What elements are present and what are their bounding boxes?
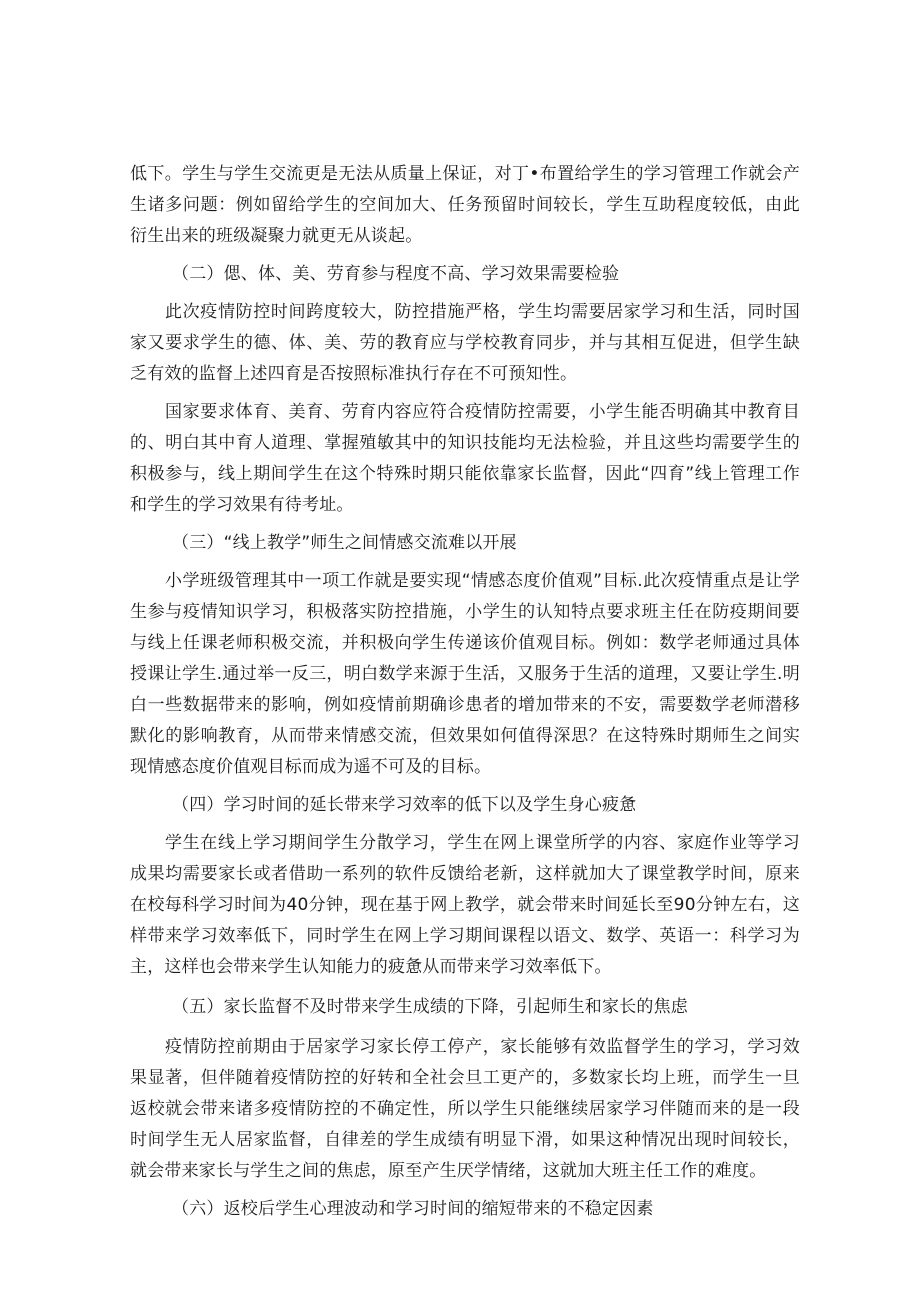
paragraph-section-4: 学生在线上学习期间学生分散学习，学生在网上课堂所学的内容、家庭作业等学习成果均需要家长或者借助一系列的软件反馈给老新，这样就加大了课堂教学时间，原来在校每科学习时间为40分钟，现在基于网上教学，就会带来时间延长至90分钟左右，这样带来学习效率低下，同时学生在网上学习期间课程以语文、数学、英语一：科学习为主，这样也会带来学生认知能力的疲惫从而带来学习效率低下。	[130, 833, 800, 977]
paragraph-section-3: 小学班级管理其中一项工作就是要实现“情感态度价值观”目标.此次疫情重点是让学生参与疫情知识学习，积极落实防控措施，小学生的认知特点要求班主任在防疫期间要与线上任课老师积极交流，并积极向学生传递该价值观目标。例如：数学老师通过具体授课让学生.通过举一反三，明白数学来源于生活，又服务于生活的道理，又要让学生.明白一些数据带来的影响，例如疫情前期确诊患者的增加带来的不安，需要数学老师潜移默化的影响教育，从而带来情感交流，但效果如何值得深思？在这特殊时期师生之间实现情感态度价值观目标而成为遥不可及的目标。	[130, 571, 800, 777]
section-heading-6: （六）返校后学生心理波动和学习时间的缩短带来的不稳定因素	[172, 1199, 654, 1219]
paragraph-section-5: 疫情防控前期由于居家学习家长停工停产，家长能够有效监督学生的学习，学习效果显著，但伴随着疫情防控的好转和全社会旦工更产的，多数家长均上班，而学生一旦返校就会带来诸多疫情防控的不确定性，所以学生只能继续居家学习伴随而来的是一段时间学生无人居家监督，自律差的学生成绩有明显下滑，如果这种情况出现时间较长，就会带来家长与学生之间的焦虑，原至产生厌学情绪，这就加大班主任工作的难度。	[130, 1037, 800, 1181]
section-heading-5: （五）家长监督不及时带来学生成绩的下降，引起师生和家长的焦虑	[172, 997, 688, 1017]
paragraph-section-2-a: 此次疫情防控时间跨度较大，防控措施严格，学生均需要居家学习和生活，同时国家又要求学生的德、体、美、劳的教育应与学校教育同步，并与其相互促进，但学生缺乏有效的监督上述四育是否按照标准执行存在不可预知性。	[130, 302, 800, 384]
document-body	[130, 159, 800, 1225]
section-heading-3: （三）“线上教学”师生之间情感交流难以开展	[172, 533, 517, 553]
section-heading-4: （四）学习时间的延长带来学习效率的低下以及学生身心疲惫	[172, 795, 637, 815]
section-heading-2: （二）偲、体、美、劳育参与程度不高、学习效果需要检验	[172, 264, 620, 284]
paragraph-section-2-b: 国家要求体育、美育、劳育内容应符合疫情防控需要，小学生能否明确其中教育目的、明白其中育人道理、掌握殖敏其中的知识技能均无法检验，并且这些均需要学生的积极参与，线上期间学生在这个特殊时期只能依靠家长监督，因此“四育”线上管理工作和学生的学习效果有待考址。	[130, 402, 800, 515]
paragraph-continuation: 低下。学生与学生交流更是无法从质量上保证，对丁•布置给学生的学习管理工作就会产生诸多问题：例如留给学生的空间加大、任务预留时间较长，学生互助程度较低，由此衍生出来的班级凝聚力就更无从谈起。	[130, 164, 800, 246]
